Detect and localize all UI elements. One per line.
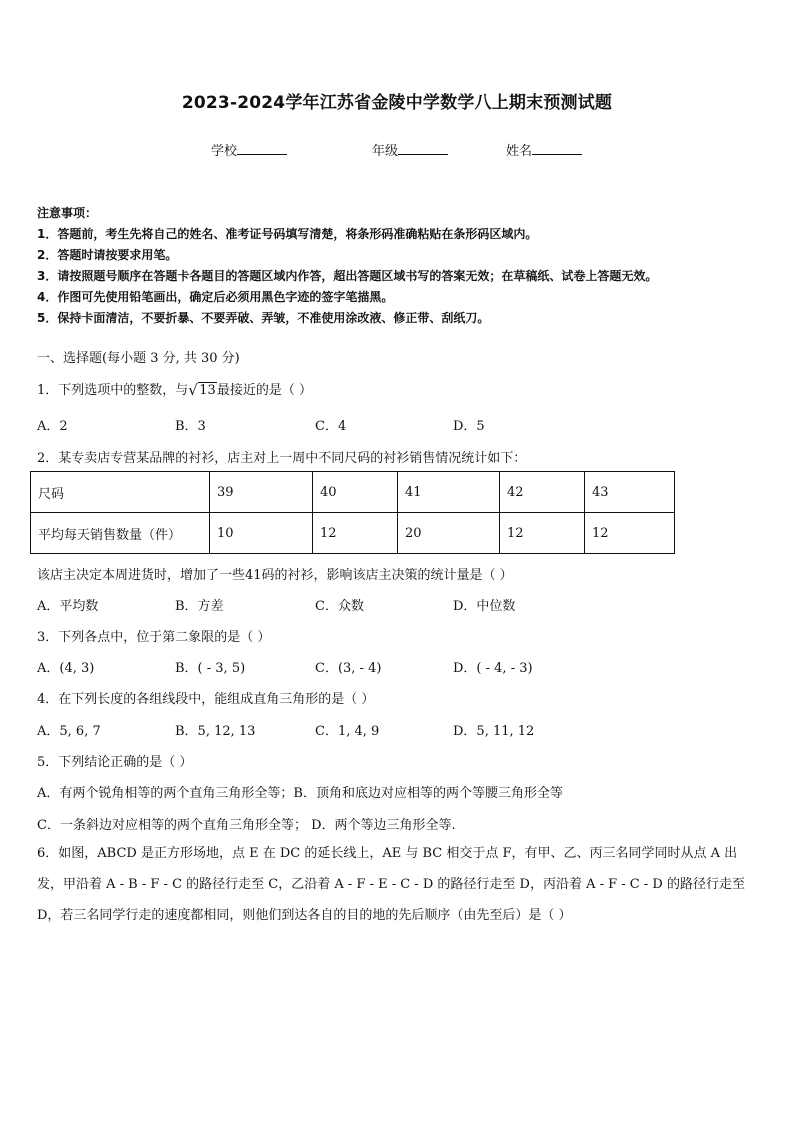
table-cell: 20 [398, 513, 500, 554]
table-cell: 12 [500, 513, 585, 554]
grade-blank [398, 141, 448, 155]
question-2-stem: 2．某专卖店专营某品牌的衬衫，店主对上一周中不同尺码的衬衫销售情况统计如下： [37, 451, 527, 466]
table-row [31, 513, 675, 554]
table-cell: 12 [585, 513, 675, 554]
question-2-options [37, 595, 757, 615]
option-b: B．5, 12, 13 [175, 724, 256, 739]
question-4-options [37, 720, 757, 740]
table-cell: 39 [210, 472, 313, 513]
option-a: A．平均数 [37, 599, 99, 614]
sqrt-symbol: √ 13 [188, 381, 216, 399]
table-cell: 42 [500, 472, 585, 513]
option-b: B．( - 3, 5) [175, 661, 246, 676]
page-title: 2023-2024学年江苏省金陵中学数学八上期末预测试题 [181, 93, 613, 113]
option-c: C．4 [315, 419, 347, 434]
option-c: C．1, 4, 9 [315, 724, 380, 739]
option-d: D．中位数 [453, 599, 516, 614]
option-a: A．2 [37, 419, 68, 434]
school-blank [237, 141, 287, 155]
option-c: C．众数 [315, 599, 364, 614]
question-1-options [37, 415, 757, 435]
school-field [211, 140, 287, 159]
table-cell: 平均每天销售数量（件） [31, 513, 210, 554]
notice-item: 1．答题前，考生先将自己的姓名、准考证号码填写清楚，将条形码准确粘贴在条形码区域内。 [37, 227, 538, 241]
student-info-row [0, 140, 794, 160]
section-heading: 一、选择题(每小题 3 分, 共 30 分) [37, 351, 240, 366]
table-cell: 41 [398, 472, 500, 513]
q1-post: 最接近的是（ ） [216, 383, 312, 398]
grade-label: 年级 [372, 144, 399, 159]
notice-item: 4．作图可先使用铅笔画出，确定后必须用黑色字迹的签字笔描黑。 [37, 290, 394, 304]
option-d: D．5 [453, 419, 485, 434]
notice-item: 3．请按照题号顺序在答题卡各题目的答题区域内作答，超出答题区域书写的答案无效；在草稿纸、试卷上答题无效。 [37, 269, 658, 283]
q1-radicand: 13 [199, 383, 216, 398]
table-row [31, 472, 675, 513]
notice-item: 5．保持卡面清洁，不要折暴、不要弄破、弄皱，不准使用涂改液、修正带、刮纸刀。 [37, 311, 490, 325]
question-6-text: 6．如图，ABCD 是正方形场地，点 E 在 DC 的延长线上，AE 与 BC 相交于点 F，有甲、乙、丙三名同学同时从点 A 出发，甲沿着 A - B - F - C 的路径行走至 C，乙沿着 A - F - E - C - D 的路径行走至 D，丙沿着 A - F - C - D 的路径行走至 D，若三名同学行走的速度都相同，则他们到达各自的目的地的先后顺序（由先至后）是（ ） [37, 846, 745, 923]
question-5-line-2: C．一条斜边对应相等的两个直角三角形全等； D．两个等边三角形全等. [37, 818, 456, 833]
table-cell: 43 [585, 472, 675, 513]
school-label: 学校 [211, 144, 238, 159]
option-b: B．3 [175, 419, 206, 434]
question-3-options [37, 657, 757, 677]
option-d: D．( - 4, - 3) [453, 661, 533, 676]
question-2-follow: 该店主决定本周进货时，增加了一些41码的衬衫，影响该店主决策的统计量是（ ） [37, 568, 513, 583]
notice-item: 2．答题时请按要求用笔。 [37, 248, 178, 262]
notice-block [37, 203, 767, 329]
question-4-stem: 4．在下列长度的各组线段中，能组成直角三角形的是（ ） [37, 692, 375, 707]
option-a: A．(4, 3) [37, 661, 95, 676]
option-a: A．5, 6, 7 [37, 724, 101, 739]
name-label: 姓名 [506, 144, 533, 159]
q1-pre: 1．下列选项中的整数，与 [37, 383, 189, 398]
option-c: C．(3, - 4) [315, 661, 382, 676]
question-1-stem [37, 379, 312, 398]
table-cell: 40 [313, 472, 398, 513]
option-b: B．方差 [175, 599, 224, 614]
question-5-line-1: A．有两个锐角相等的两个直角三角形全等；B．顶角和底边对应相等的两个等腰三角形全等 [37, 786, 563, 801]
notice-heading: 注意事项： [37, 206, 98, 220]
name-blank [532, 141, 582, 155]
option-d: D．5, 11, 12 [453, 724, 535, 739]
table-cell: 10 [210, 513, 313, 554]
question-3-stem: 3．下列各点中，位于第二象限的是（ ） [37, 630, 271, 645]
table-cell: 12 [313, 513, 398, 554]
grade-field [372, 140, 448, 159]
table-cell: 尺码 [31, 472, 210, 513]
size-sales-table [30, 471, 675, 554]
question-5-stem: 5．下列结论正确的是（ ） [37, 755, 193, 770]
name-field [506, 140, 582, 159]
